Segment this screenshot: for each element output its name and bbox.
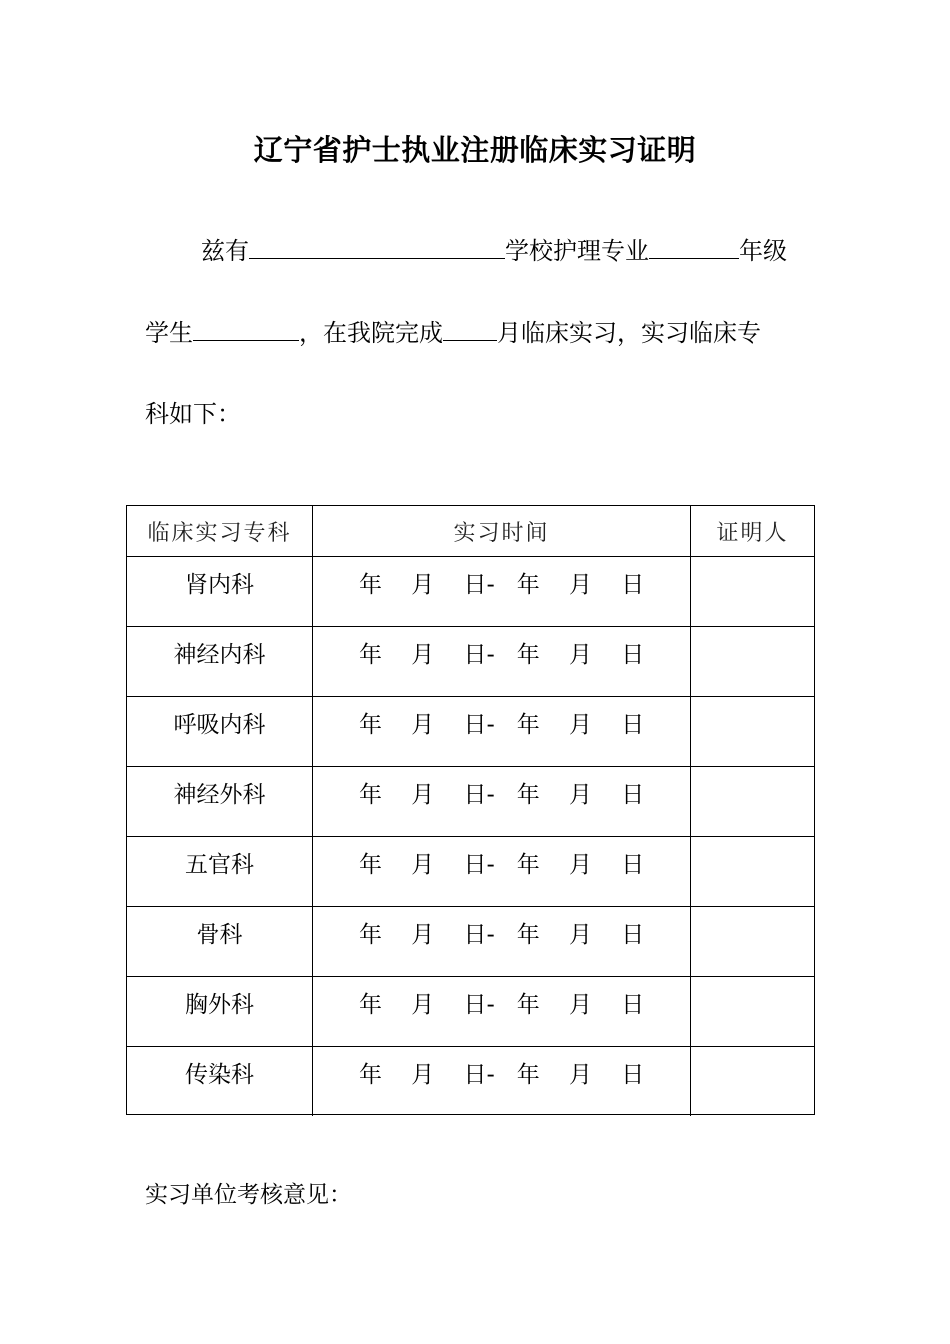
department-cell: 传染科 — [185, 1062, 254, 1088]
grade-blank[interactable] — [649, 232, 739, 259]
date-range-cell[interactable] — [313, 836, 691, 906]
department-cell: 五官科 — [185, 852, 254, 878]
table-row — [127, 1046, 814, 1116]
table-row — [127, 696, 814, 767]
intro-student: 学生 — [145, 319, 193, 347]
intro-line-1 — [145, 232, 810, 269]
intro-months: 月临床实习，实习临床专 — [497, 319, 761, 347]
department-cell: 骨科 — [196, 922, 243, 948]
intro-completed: ，在我院完成 — [299, 319, 443, 347]
table-row — [127, 976, 814, 1047]
certifier-cell[interactable] — [691, 976, 814, 1046]
date-range-cell[interactable] — [313, 766, 691, 836]
date-range-cell[interactable] — [313, 696, 691, 766]
date-range-cell[interactable] — [313, 626, 691, 696]
department-cell: 胸外科 — [185, 992, 254, 1018]
table-row — [127, 556, 814, 627]
header-period: 实习时间 — [453, 521, 550, 546]
certifier-cell[interactable] — [691, 626, 814, 696]
certifier-cell[interactable] — [691, 906, 814, 976]
department-cell: 神经外科 — [173, 782, 266, 808]
date-range-cell[interactable] — [313, 1046, 691, 1116]
department-cell: 肾内科 — [185, 572, 254, 598]
assessment-label: 实习单位考核意见： — [145, 1182, 352, 1208]
intro-line-3: 科如下： — [145, 400, 241, 428]
date-range-cell[interactable] — [313, 906, 691, 976]
certifier-cell[interactable] — [691, 696, 814, 766]
date-range-text: 年 月 日- 年 月 日 — [359, 782, 645, 808]
page-title: 辽宁省护士执业注册临床实习证明 — [253, 133, 697, 167]
date-range-cell[interactable] — [313, 976, 691, 1046]
date-range-text: 年 月 日- 年 月 日 — [359, 922, 645, 948]
table-header — [127, 506, 814, 557]
date-range-text: 年 月 日- 年 月 日 — [359, 992, 645, 1018]
intro-major: 学校护理专业 — [505, 237, 649, 265]
date-range-text: 年 月 日- 年 月 日 — [359, 852, 645, 878]
date-range-text: 年 月 日- 年 月 日 — [359, 712, 645, 738]
table-row — [127, 906, 814, 977]
header-certifier: 证明人 — [716, 521, 789, 546]
table-row — [127, 626, 814, 697]
intro-line-2 — [145, 314, 810, 351]
date-range-cell[interactable] — [313, 556, 691, 626]
months-blank[interactable] — [443, 314, 497, 341]
date-range-text: 年 月 日- 年 月 日 — [359, 1062, 645, 1088]
date-range-text: 年 月 日- 年 月 日 — [359, 642, 645, 668]
intro-grade: 年级 — [739, 237, 787, 265]
student-name-blank[interactable] — [193, 314, 299, 341]
table-row — [127, 836, 814, 907]
internship-table — [126, 505, 815, 1115]
date-range-text: 年 月 日- 年 月 日 — [359, 572, 645, 598]
department-cell: 神经内科 — [173, 642, 266, 668]
header-specialty: 临床实习专科 — [147, 521, 292, 546]
certifier-cell[interactable] — [691, 1046, 814, 1116]
intro-prefix: 兹有 — [201, 237, 249, 265]
certifier-cell[interactable] — [691, 836, 814, 906]
certifier-cell[interactable] — [691, 556, 814, 626]
table-row — [127, 766, 814, 837]
certifier-cell[interactable] — [691, 766, 814, 836]
department-cell: 呼吸内科 — [173, 712, 266, 738]
school-blank[interactable] — [249, 232, 505, 259]
